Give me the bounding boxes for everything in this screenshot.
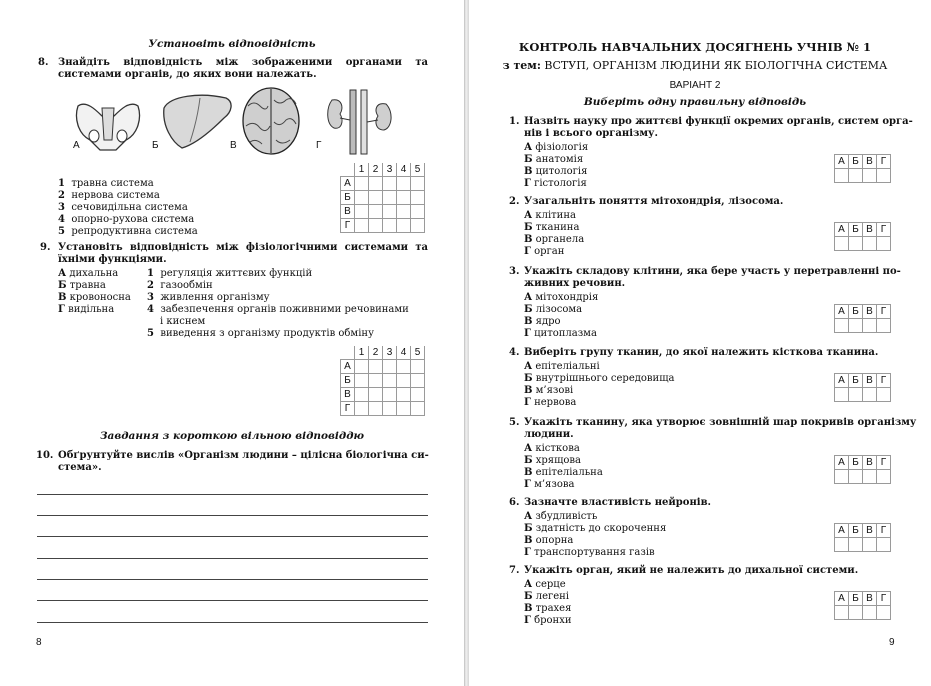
answer-cell[interactable] [835, 169, 849, 183]
q9-right-list: 1 регуляція життєвих функцій 2 газообмін 3 живлення організму 4 забезпечення органів поживними речовинами і киснем 5 виведення з організму продуктів обміну [147, 268, 409, 339]
answer-cell[interactable] [863, 169, 877, 183]
question-number: 3. [509, 266, 520, 277]
brain-icon [240, 86, 302, 156]
answer-option: В опорна [524, 535, 574, 546]
answer-letter: А [835, 155, 849, 169]
image-label-v: В [230, 140, 237, 151]
answer-option: А клітина [524, 210, 576, 221]
answer-cell[interactable] [835, 319, 849, 333]
answer-cell[interactable] [849, 388, 863, 402]
answer-cell[interactable] [849, 538, 863, 552]
answer-cell[interactable] [849, 606, 863, 620]
answer-letter: В [863, 155, 877, 169]
answer-line[interactable] [37, 622, 428, 623]
answer-option: В епітеліальна [524, 467, 603, 478]
variant-label: ВАРІАНТ 2 [669, 80, 721, 91]
answer-letter: А [835, 456, 849, 470]
answer-cell[interactable] [863, 538, 877, 552]
answer-letter: Б [849, 374, 863, 388]
q8-number: 8. [38, 57, 49, 68]
answer-letter: Б [849, 524, 863, 538]
answer-cell[interactable] [835, 470, 849, 484]
answer-letter: Б [849, 223, 863, 237]
question-text: людини. [524, 429, 574, 440]
answer-cell[interactable] [849, 470, 863, 484]
answer-cell[interactable] [863, 470, 877, 484]
answer-option: А фізіологія [524, 142, 589, 153]
answer-cell[interactable] [877, 470, 891, 484]
question-number: 2. [509, 196, 520, 207]
right-page [469, 0, 931, 686]
q10-number: 10. [36, 450, 54, 461]
answer-option: В органела [524, 234, 585, 245]
answer-cell[interactable] [835, 606, 849, 620]
answer-letter: А [835, 592, 849, 606]
page-number-left: 8 [36, 637, 42, 648]
answer-option: Г нервова [524, 397, 577, 408]
answer-letter: А [835, 524, 849, 538]
question-text: живних речовин. [524, 278, 626, 289]
answer-box[interactable] [834, 591, 891, 620]
answer-cell[interactable] [863, 319, 877, 333]
question-number: 5. [509, 417, 520, 428]
answer-option: В м’язові [524, 385, 574, 396]
question-text: Укажіть орган, який не належить до дихальної системи. [524, 565, 859, 576]
section-heading-short-answer: Завдання з короткою вільною відповіддю [99, 430, 365, 442]
answer-box[interactable] [834, 523, 891, 552]
answer-letter: А [835, 223, 849, 237]
answer-option: Б анатомія [524, 154, 584, 165]
image-label-a: А [73, 140, 80, 151]
answer-cell[interactable] [849, 169, 863, 183]
answer-letter: А [835, 374, 849, 388]
question-text: Укажіть складову клітини, яка бере участь у перетравленні по- [524, 266, 901, 277]
q9-text: Установіть відповідність між фізіологічними системами та їхніми функціями. [58, 242, 428, 265]
answer-option: Б легені [524, 591, 570, 602]
answer-cell[interactable] [835, 388, 849, 402]
image-label-b: Б [152, 140, 159, 151]
answer-letter: Б [849, 456, 863, 470]
question-text: Зазначте властивість нейронів. [524, 497, 712, 508]
q10-text-line2: стема». [58, 462, 102, 473]
answer-line[interactable] [37, 536, 428, 537]
answer-cell[interactable] [863, 237, 877, 251]
answer-letter: Б [849, 305, 863, 319]
answer-box[interactable] [834, 304, 891, 333]
answer-cell[interactable] [849, 237, 863, 251]
answer-box[interactable] [834, 455, 891, 484]
answer-option: Б лізосома [524, 304, 583, 315]
question-text: нів і всього організму. [524, 128, 658, 139]
q8-answer-grid[interactable]: 1 2 3 4 5 А Б В Г [340, 163, 425, 233]
answer-line[interactable] [37, 579, 428, 580]
answer-option: В трахея [524, 603, 572, 614]
answer-letter: Б [849, 592, 863, 606]
answer-letter: В [863, 524, 877, 538]
answer-option: А серце [524, 579, 566, 590]
answer-cell[interactable] [877, 388, 891, 402]
section-heading-match: Установіть відповідність [148, 38, 316, 50]
answer-letter: В [863, 456, 877, 470]
answer-letter: Г [877, 305, 891, 319]
answer-cell[interactable] [877, 237, 891, 251]
answer-letter: Г [877, 374, 891, 388]
answer-option: А кісткова [524, 443, 580, 454]
answer-letter: В [863, 592, 877, 606]
question-number: 7. [509, 565, 520, 576]
answer-option: Б хрящова [524, 455, 581, 466]
answer-option: В ядро [524, 316, 561, 327]
answer-letter: Б [849, 155, 863, 169]
answer-letter: Г [877, 524, 891, 538]
question-number: 1. [509, 116, 520, 127]
answer-cell[interactable] [877, 606, 891, 620]
answer-line[interactable] [37, 494, 428, 495]
answer-cell[interactable] [863, 388, 877, 402]
answer-option: Г бронхи [524, 615, 572, 626]
answer-cell[interactable] [849, 319, 863, 333]
answer-option: В цитологія [524, 166, 588, 177]
answer-option: Г м’язова [524, 479, 575, 490]
question-text: Виберіть групу тканин, до якої належить кісткова тканина. [524, 347, 879, 358]
answer-letter: А [835, 305, 849, 319]
answer-option: А збудливість [524, 511, 598, 522]
answer-letter: В [863, 305, 877, 319]
answer-line[interactable] [37, 515, 428, 516]
answer-option: Б внутрішнього середовища [524, 373, 675, 384]
q8-text: Знайдіть відповідність між зображеними органами та системами органів, до яких вони належать. [58, 57, 428, 80]
q10-text-line1: Обґрунтуйте вислів «Організм людини – цілісна біологічна си- [58, 450, 429, 461]
question-text: Узагальніть поняття мітохондрія, лізосома. [524, 196, 784, 207]
left-page [0, 0, 464, 686]
answer-letter: Г [877, 223, 891, 237]
pelvis-icon [72, 96, 144, 154]
answer-option: А мітохондрія [524, 292, 599, 303]
answer-option: Г гістологія [524, 178, 587, 189]
answer-letter: В [863, 223, 877, 237]
answer-letter: Г [877, 456, 891, 470]
q9-left-list: А дихальна Б травна В кровоносна Г видільна [58, 268, 131, 315]
answer-option: Г орган [524, 246, 565, 257]
kidneys-icon [326, 88, 394, 156]
answer-option: А епітеліальні [524, 361, 600, 372]
answer-cell[interactable] [877, 319, 891, 333]
question-number: 4. [509, 347, 520, 358]
answer-box[interactable] [834, 154, 891, 183]
question-text: Укажіть тканину, яка утворює зовнішній шар покривів організму [524, 417, 917, 428]
instruction: Виберіть одну правильну відповідь [583, 96, 807, 108]
answer-cell[interactable] [877, 538, 891, 552]
answer-letter: Г [877, 155, 891, 169]
answer-cell[interactable] [863, 606, 877, 620]
image-label-g: Г [316, 140, 322, 151]
question-number: 6. [509, 497, 520, 508]
q9-answer-grid[interactable]: 1 2 3 4 5 А Б В Г [340, 346, 425, 416]
answer-option: Б тканина [524, 222, 580, 233]
answer-cell[interactable] [835, 237, 849, 251]
answer-line[interactable] [37, 600, 428, 601]
answer-option: Г транспортування газів [524, 547, 655, 558]
q8-list: 1 травна система 2 нервова система 3 сечовидільна система 4 опорно-рухова система 5 репродуктивна система [58, 178, 198, 237]
answer-cell[interactable] [835, 538, 849, 552]
page-title: КОНТРОЛЬ НАВЧАЛЬНИХ ДОСЯГНЕНЬ УЧНІВ № 1 [518, 40, 872, 54]
liver-icon [160, 90, 234, 154]
question-text: Назвіть науку про життєві функції окремих органів, систем орга- [524, 116, 913, 127]
answer-letter: В [863, 374, 877, 388]
q9-number: 9. [40, 242, 51, 253]
answer-box[interactable] [834, 373, 891, 402]
answer-box[interactable] [834, 222, 891, 251]
answer-option: Г цитоплазма [524, 328, 597, 339]
answer-option: Б здатність до скорочення [524, 523, 667, 534]
topic-line: з тем: ВСТУП, ОРГАНІЗМ ЛЮДИНИ ЯК БІОЛОГІЧНА СИСТЕМА [502, 59, 888, 72]
answer-letter: Г [877, 592, 891, 606]
answer-line[interactable] [37, 558, 428, 559]
page-number-right: 9 [889, 637, 895, 648]
answer-cell[interactable] [877, 169, 891, 183]
